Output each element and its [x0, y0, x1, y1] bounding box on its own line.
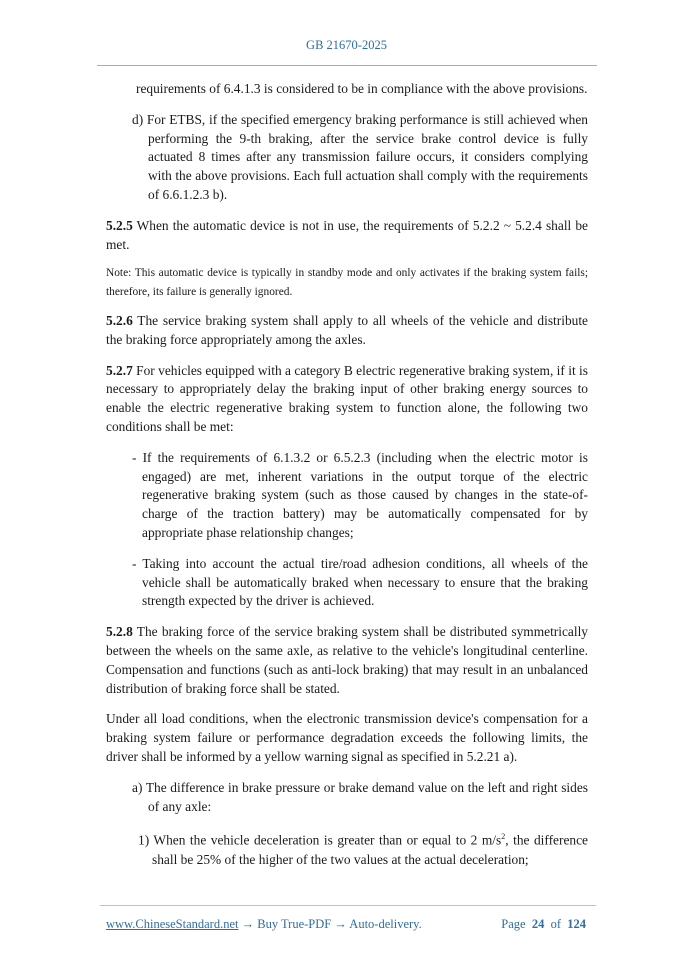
clause-5-2-8 [106, 623, 588, 698]
clause-text: The service braking system shall apply to all wheels of the vehicle and distribute the braking force appropriately among the axles. [106, 312, 588, 347]
page-total: 124 [567, 917, 586, 931]
note: Note: This automatic device is typically in standby mode and only activates if the braking system fails; therefore, its failure is generally ignored. [106, 267, 588, 299]
clause-number: 5.2.6 [106, 312, 133, 328]
paragraph-continuation: requirements of 6.4.1.3 is considered to be in compliance with the above provisions. [136, 81, 588, 96]
clause-number: 5.2.5 [106, 217, 133, 233]
paragraph-load-conditions: Under all load conditions, when the electronic transmission device's compensation for a braking system failure or performance degradation exceeds the following limits, the driver shall be informed by a yellow warning signal as specified in 5.2.21 a). [106, 711, 588, 764]
page-content [106, 80, 588, 869]
clause-5-2-7 [106, 362, 588, 437]
list-item-d: d) For ETBS, if the specified emergency braking performance is still achieved when performing the 9-th braking, after the service brake control device is fully actuated 8 times after any transmission failure occurs, it considers complying with the above provisions. Each full actuation shall comply with the requirements of 6.6.1.2.3 b). [132, 111, 588, 202]
list-item-text: , the difference shall be 25% of the higher of the two values at the actual deceleration; [152, 832, 588, 867]
footer-tagline: → Buy True-PDF → Auto-delivery. [238, 917, 422, 931]
website-link[interactable]: www.ChineseStandard.net [106, 917, 239, 931]
document-footer [106, 917, 586, 932]
clause-text: When the automatic device is not in use, the requirements of 5.2.2 ~ 5.2.4 shall be met. [106, 217, 588, 252]
page-label: Page [501, 917, 526, 931]
bullet-item: - Taking into account the actual tire/road adhesion conditions, all wheels of the vehicle shall be automatically braked when necessary to ensure that the braking strength expected by the driver is achieved. [132, 555, 588, 609]
header-divider [97, 65, 597, 66]
clause-5-2-6 [106, 312, 588, 350]
clause-number: 5.2.8 [106, 624, 133, 640]
page-indicator [501, 917, 586, 932]
footer-divider [100, 905, 596, 906]
clause-text: The braking force of the service braking system shall be distributed symmetrically between the wheels on the same axle, as relative to the vehicle's longitudinal centerline. Compensation and functions (such as anti-lock braking) that may result in an unbalanced distribution of braking force shall be stated. [106, 624, 588, 696]
bullet-item: - If the requirements of 6.1.3.2 or 6.5.2.3 (including when the electric motor is engaged) are met, inherent variations in the output torque of the electric regenerative braking system (such as those caused by changes in the state-of-charge of the traction battery) may be automatically compensated for by appropriate phase relationship changes; [132, 449, 588, 540]
clause-5-2-5 [106, 217, 588, 255]
clause-text: For vehicles equipped with a category B electric regenerative braking system, if it is necessary to appropriately delay the braking input of other braking energy sources to enable the electric regenerative braking system to function alone, the following two conditions shall be met: [106, 362, 588, 434]
clause-number: 5.2.7 [106, 362, 133, 378]
document-header: GB 21670-2025 [306, 38, 387, 52]
superscript: 2 [501, 832, 506, 842]
list-item-text: 1) When the vehicle deceleration is greater than or equal to 2 m/s [138, 832, 502, 848]
of-label: of [550, 917, 561, 931]
list-item-1 [106, 828, 588, 869]
list-item-a: a) The difference in brake pressure or brake demand value on the left and right sides of any axle: [132, 779, 588, 814]
page-number: 24 [531, 917, 545, 931]
